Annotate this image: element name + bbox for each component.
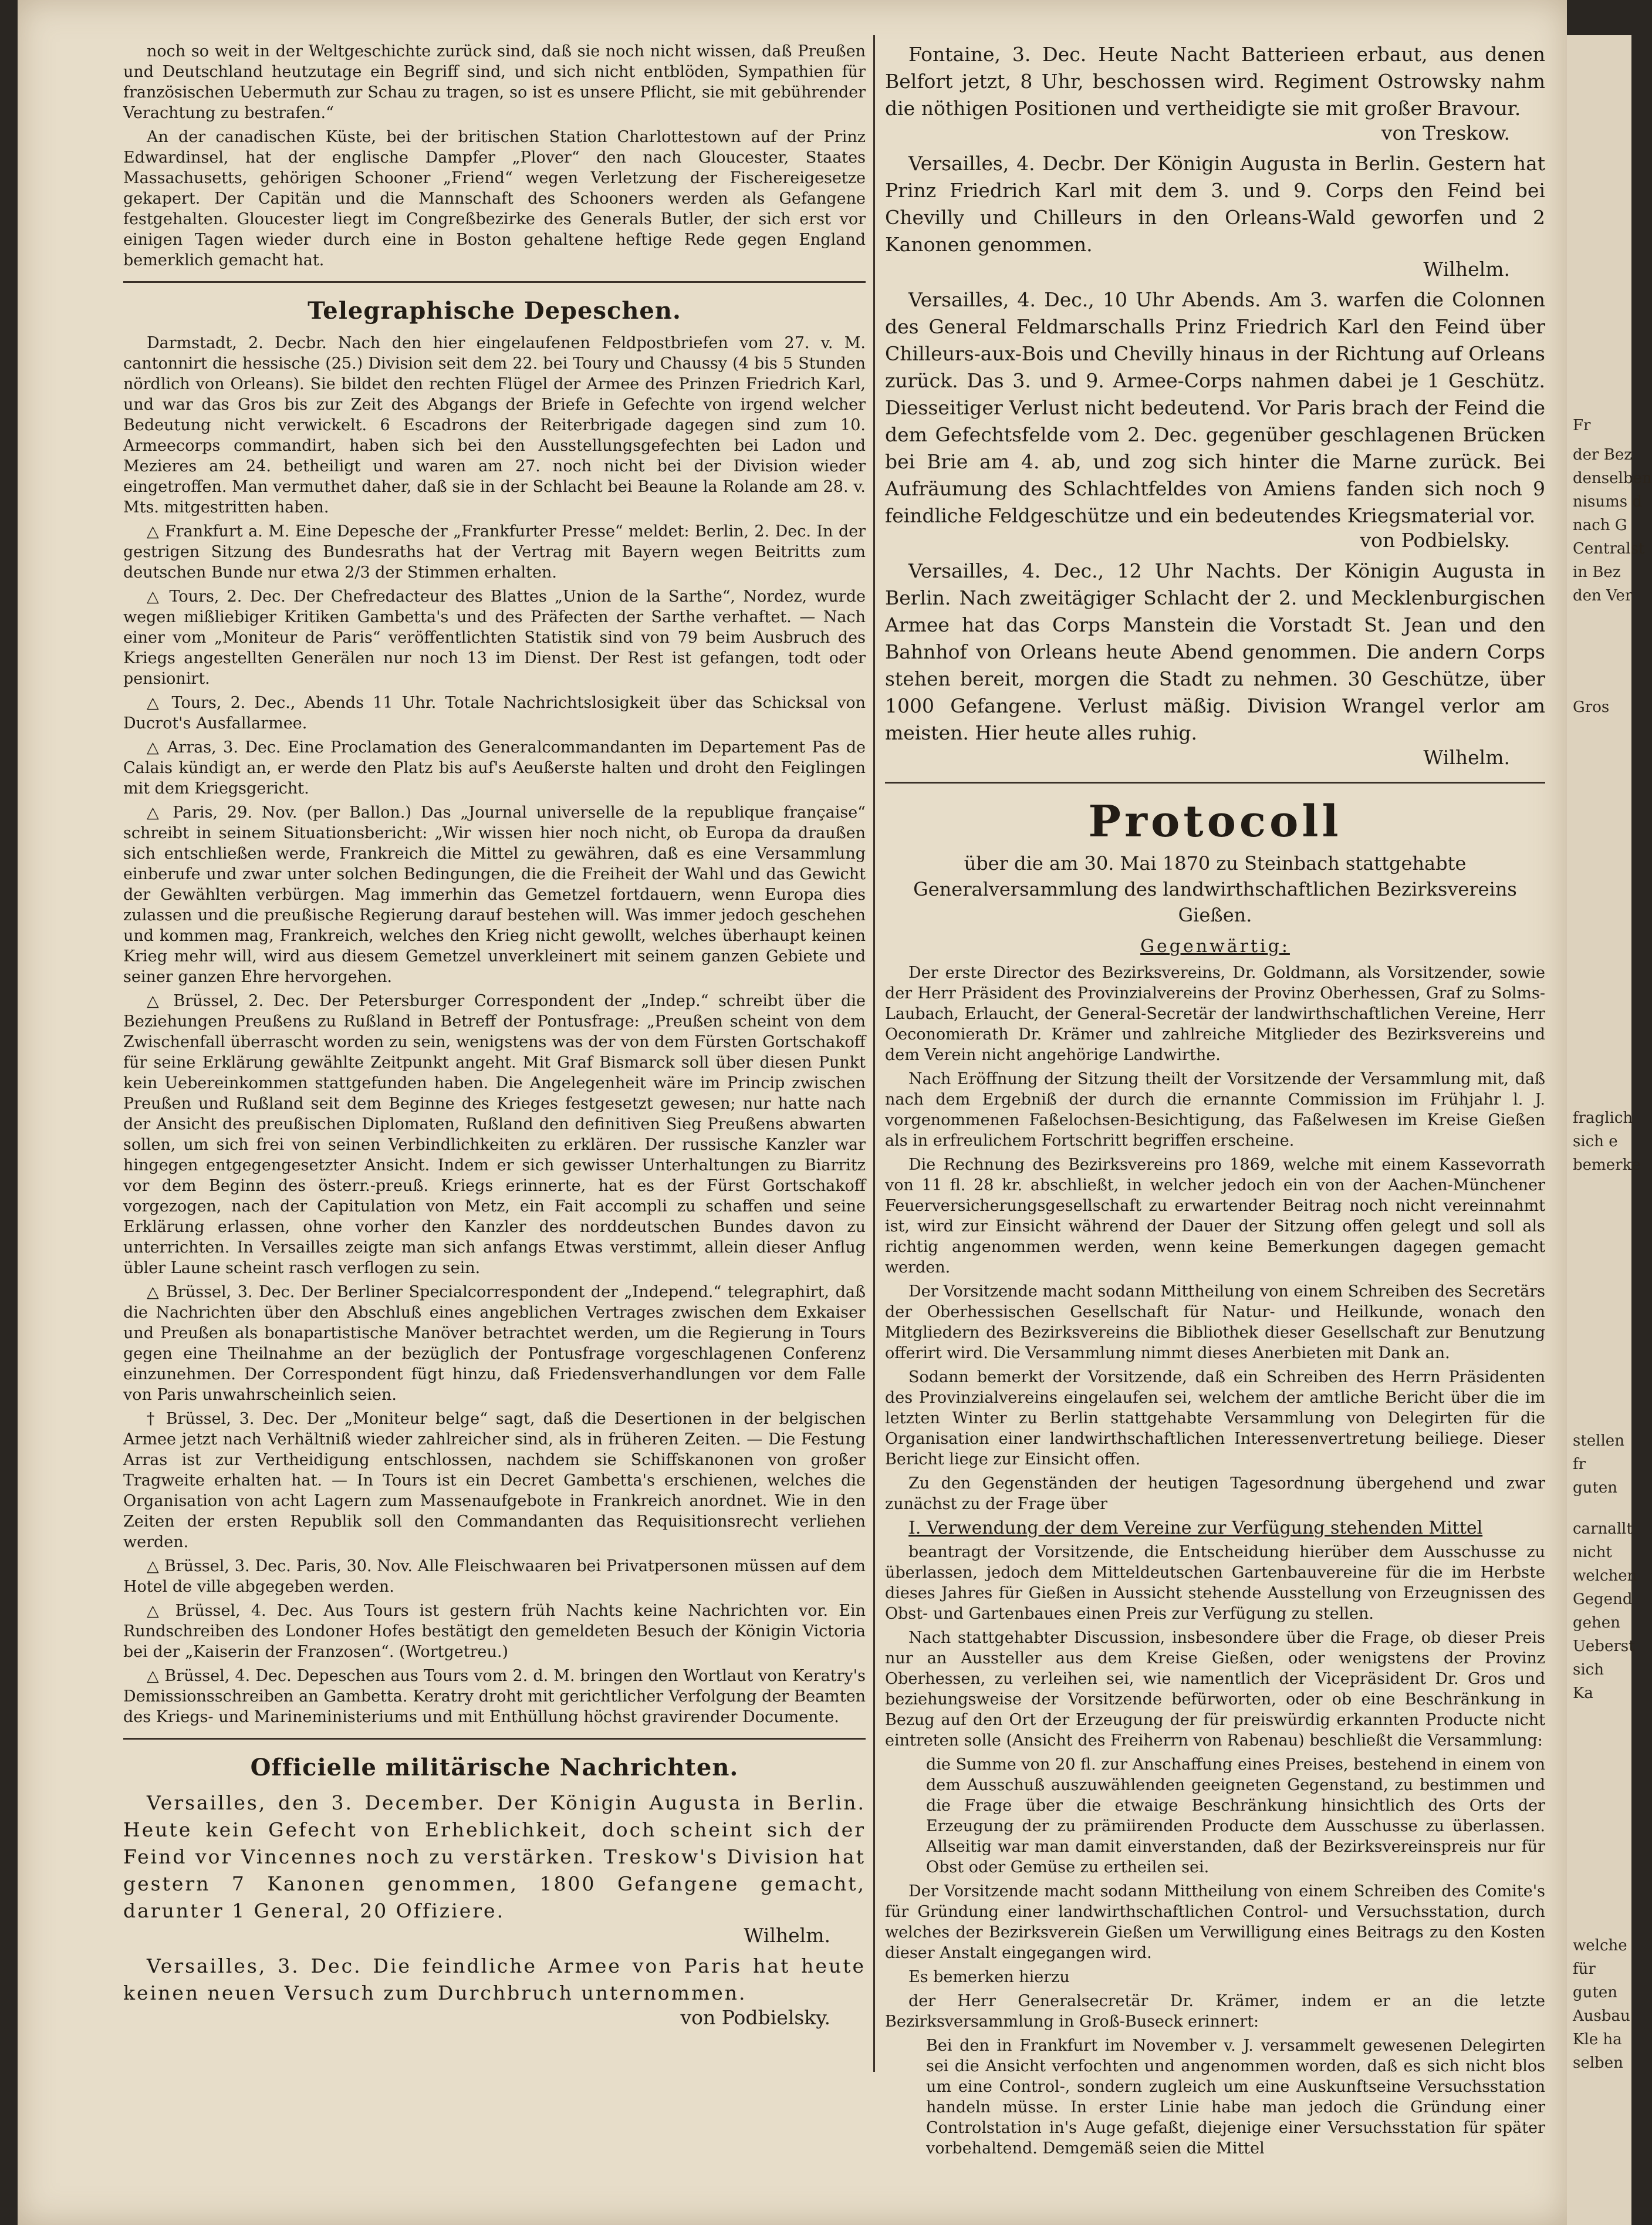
edge-word: gehen <box>1573 1614 1620 1632</box>
edge-word: fr <box>1573 1456 1586 1473</box>
dispatch-signature: Wilhelm. <box>1423 746 1510 769</box>
edge-word: denselben <box>1573 470 1652 487</box>
newspaper-page <box>18 0 1567 2225</box>
telegram-item: △ Frankfurt a. M. Eine Depesche der „Frankfurter Presse“ meldet: Berlin, 2. Dec. In der gestrigen Sitzung des Bundesraths hat der Vertrag mit Bayern wegen Beitritts zum deutschen Bunde nur etwa 2/3 der Stimmen erhalten. <box>123 522 866 582</box>
edge-word: in Bez <box>1573 563 1621 581</box>
military-dispatch: Versailles, 4. Dec., 12 Uhr Nachts. Der Königin Augusta in Berlin. Nach zweitägiger Schlacht der 2. und Mecklenburgischen Armee hat das Corps Manstein die Vorstadt St. Jean und den Bahnhof von Orleans heute Abend genommen. Die andern Corps stehen bereit, morgen die Stadt zu nehmen. 30 Geschütze, über 1000 Gefangene. Verlust mäßig. Division Wrangel verlor am meisten. Hier heute alles ruhig. Wilhelm. <box>885 558 1545 771</box>
military-dispatch: Versailles, 3. Dec. Die feindliche Armee von Paris hat heute keinen neuen Versuch zum Durchbruch unternommen. von Podbielsky. <box>123 1953 866 2031</box>
edge-word: selben <box>1573 2054 1623 2072</box>
edge-word: nicht <box>1573 1544 1612 1561</box>
edge-word: guten <box>1573 1984 1617 2001</box>
telegram-item: Darmstadt, 2. Decbr. Nach den hier eingelaufenen Feldpostbriefen vom 27. v. M. cantonnirt die hessische (25.) Division seit dem 22. bei Toury und Chaussy (4 bis 5 Stunden nördlich von Orleans). Sie bildet den rechten Flügel der Armee des Prinzen Friedrich Karl, und war das Gros bis zur Zeit des Abgangs der Briefe in Gefechte von irgend welcher Bedeutung nicht verwickelt. 6 Escadrons der Reiterbrigade dagegen sind zum 10. Armeecorps commandirt, haben sich bei den Ausstellungsgefechten bei Ladon und Mezieres am 24. betheiligt und waren am 27. noch nicht bei der Division wieder eingetroffen. Man vermuthet daher, daß sie in der Schlacht bei Beaune la Rolande am 28. v. Mts. mitgestritten haben. <box>123 334 866 516</box>
edge-word: Ausbau <box>1573 2007 1630 2025</box>
edge-word: welche <box>1573 1937 1627 1954</box>
column-divider <box>873 35 875 2072</box>
edge-word: sich <box>1573 1661 1604 1679</box>
edge-word: carnallt <box>1573 1520 1633 1538</box>
telegram-item: △ Brüssel, 4. Dec. Depeschen aus Tours vom 2. d. M. bringen den Wortlaut von Keratry's Demissionsschreiben an Gambetta. Keratry droht mit gerichtlicher Verfolgung der Beamten des Kriegs- und Marineministeriums und mit Enthüllung höchst gravirender Documente. <box>123 1667 866 1726</box>
protocol-paragraph: Nach Eröffnung der Sitzung theilt der Vorsitzende der Versammlung mit, daß nach dem Ergebniß der durch die ernannte Commission im Frühjahr l. J. vorgenommenen Faßelochsen-Besichtigung, das Faßelwesen im Kreise Gießen als in erfreulichem Fortschritt begriffen erscheine. <box>885 1070 1545 1150</box>
edge-word: bemerke <box>1573 1156 1641 1174</box>
protocol-paragraph: Der Vorsitzende macht sodann Mittheilung von einem Schreiben des Secretärs der Oberhessischen Gesellschaft für Natur- und Heilkunde, wonach den Mitgliedern des Bezirksvereins die Bibliothek dieser Gesellschaft zur Benutzung offerirt wird. Die Versammlung nimmt dieses Anerbieten mit Dank an. <box>885 1282 1545 1362</box>
intro-paragraph: noch so weit in der Weltgeschichte zurück sind, daß sie noch nicht wissen, daß Preußen und Deutschland heutzutage ein Begriff sind, und sich nicht entblöden, Sympathien für französischen Uebermuth zur Schau zu tragen, so ist es unsere Pflicht, sie mit gebührender Verachtung zu bestrafen.“ <box>123 42 866 122</box>
edge-word: stellen <box>1573 1432 1624 1450</box>
protocol-paragraph: beantragt der Vorsitzende, die Entscheidung hierüber dem Ausschusse zu überlassen, jedoch dem Mitteldeutschen Gartenbauvereine für die im Herbste dieses Jahres für Gießen in Aussicht stehende Ausstellung von Erzeugnissen des Obst- und Gartenbaues einen Preis zur Verfügung zu stellen. <box>885 1543 1545 1623</box>
telegram-item: △ Arras, 3. Dec. Eine Proclamation des Generalcommandanten im Departement Pas de Calais kündigt an, er werde den Platz bis auf's Aeußerste halten und droht den Feiglingen mit dem Kriegsgericht. <box>123 738 866 798</box>
protocol-subtitle: über die am 30. Mai 1870 zu Steinbach stattgehabte Generalversammlung des landwirthschaftlichen Bezirksvereins Gießen. <box>913 852 1517 926</box>
protocol-paragraph: Nach stattgehabter Discussion, insbesondere über die Frage, ob dieser Preis nur an Aussteller aus dem Kreise Gießen, oder wenigstens der Provinz Oberhessen, zu verleihen sei, wie namentlich der Vicepräsident Dr. Gros und beziehungsweise der Vorsitzende befürworten, oder ob eine Beschränkung in Bezug auf den Ort der Erzeugung der für preiswürdig erkannten Producte nicht eintreten solle (Ansicht des Freiherrn von Rabenau) beschließt die Versammlung: <box>885 1629 1545 1750</box>
intro-paragraph: An der canadischen Küste, bei der britischen Station Charlottestown auf der Prinz Edwardinsel, hat der englische Dampfer „Plover“ den nach Gloucester, Staates Massachusetts, gehörigen Schooner „Friend“ wegen Verletzung der Fischereigesetze gekapert. Der Capitän und die Mannschaft des Schooners werden als Gefangene festgehalten. Gloucester liegt im Congreßbezirke des Generals Butler, der sich erst vor einigen Tagen wieder durch eine in Boston gehaltene heftige Rede gegen England bemerklich gemacht hat. <box>123 128 866 269</box>
military-dispatch: Versailles, den 3. December. Der Königin Augusta in Berlin. Heute kein Gefecht von Erheblichkeit, doch scheint sich der Feind vor Vincennes noch zu verstärken. Treskow's Division hat gestern 7 Kanonen genommen, 1800 Gefangene gemacht, darunter 1 General, 20 Offiziere. Wilhelm. <box>123 1790 866 1949</box>
telegram-item: △ Paris, 29. Nov. (per Ballon.) Das „Journal universelle de la republique française“ schreibt in seinem Situationsbericht: „Wir wissen hier noch nicht, ob Europa da draußen sich entschließen werde, Frankreich die Mittel zu gewähren, daß es eine Versammlung einberufe und zwar unter solchen Bedingungen, die die Freiheit der Wahl und das Gewicht der Gewählten verbürgen. Mag immerhin das Gemetzel fortdauern, wenn Europa dies zulassen und die preußische Regierung darauf bestehen will. Was immer jedoch geschehen und kommen mag, Frankreich, welches den Krieg nicht gewollt, welches überhaupt keinen Krieg mehr will, wird aus diesem Gemetzel unverkleinert mit seinem ganzen Gebiete und seiner ganzen Ehre hervorgehen. <box>123 803 866 986</box>
edge-word: Kle ha <box>1573 2031 1622 2048</box>
protocol-paragraph: Die Rechnung des Bezirksvereins pro 1869, welche mit einem Kassevorrath von 11 fl. 28 kr. abschließt, in welcher jedoch ein von der Aachen-Münchener Feuerversicherungsgesellschaft zu erwartender Beitrag noch nicht vereinnahmt ist, wird zur Einsicht während der Dauer der Sitzung offen gelegt und soll als richtig angenommen werden, wenn keine Bemerkungen dagegen gemacht werden. <box>885 1156 1545 1277</box>
edge-word: der Bez <box>1573 446 1632 464</box>
telegram-item: † Brüssel, 3. Dec. Der „Moniteur belge“ sagt, daß die Desertionen in der belgischen Armee jetzt nach Verhältniß wieder zahlreicher sind, als in früheren Zeiten. — Die Festung Arras ist zur Vertheidigung entschlossen, nachdem sie Schiffskanonen von großer Tragweite erhalten hat. — In Tours ist ein Decret Gambetta's erschienen, welches die Organisation von acht Lagern zum Massenaufgebote in Frankreich anordnet. Wie in den Zeiten der ersten Republik soll den Commandanten das Requisitionsrecht verliehen werden. <box>123 1410 866 1551</box>
section-rule <box>885 782 1545 784</box>
adjacent-page-edge <box>1567 35 1652 2225</box>
military-dispatch: Fontaine, 3. Dec. Heute Nacht Batterieen erbaut, aus denen Belfort jetzt, 8 Uhr, beschossen wird. Regiment Ostrowsky nahm die nöthigen Positionen und vertheidigte sie mit großer Bravour. von Treskow. <box>885 41 1545 147</box>
dispatch-signature: von Treskow. <box>1381 121 1510 144</box>
telegrams-heading: Telegraphische Depeschen. <box>308 297 681 325</box>
protocol-paragraph: Es bemerken hierzu <box>908 1968 1070 1986</box>
edge-word: welchen <box>1573 1567 1637 1585</box>
dispatch-signature: Wilhelm. <box>1423 258 1510 281</box>
right-column <box>885 41 1545 2202</box>
edge-word: nach G <box>1573 516 1627 534</box>
quote-text: Bei den in Frankfurt im November v. J. versammelt gewesenen Delegirten sei die Ansicht verfochten und angenommen worden, daß es sich nicht blos um eine Control-, sondern zugleich um eine Auskunftseine Versuchsstation handeln müsse. In erster Linie habe man jedoch die Gründung einer Controlstation in's Auge gefaßt, diejenige einer Versuchsstation für später vorbehaltend. Demgemäß seien die Mittel <box>926 2037 1545 2158</box>
military-dispatch: Versailles, 4. Dec., 10 Uhr Abends. Am 3. warfen die Colonnen des General Feldmarschalls Prinz Friedrich Karl den Feind über Chilleurs-aux-Bois und Chevilly hinaus in der Richtung auf Orleans zurück. Das 3. und 9. Armee-Corps nahmen dabei je 1 Geschütz. Diesseitiger Verlust nicht bedeutend. Vor Paris brach der Feind die dem Gefechtsfelde vom 2. Dec. gegenüber geschlagenen Brücken bei Brie am 4. ab, und zog sich hinter die Marne zurück. Bei Aufräumung des Schlachtfeldes von Amiens fanden sich noch 9 feindliche Feldgeschütze und ein bedeutendes Kriegsmaterial vor. von Podbielsky. <box>885 286 1545 554</box>
telegram-item: △ Tours, 2. Dec., Abends 11 Uhr. Totale Nachrichtslosigkeit über das Schicksal von Ducrot's Ausfallarmee. <box>123 694 866 732</box>
left-column <box>123 41 866 2202</box>
edge-word: den Ver <box>1573 587 1633 605</box>
edge-word: Ka <box>1573 1684 1593 1702</box>
section-rule <box>123 281 866 283</box>
present-label: Gegenwärtig: <box>1140 936 1290 957</box>
edge-word: Gegend <box>1573 1591 1633 1608</box>
telegram-item: △ Brüssel, 3. Dec. Paris, 30. Nov. Alle Fleischwaaren bei Privatpersonen müssen auf dem Hotel de ville abgegeben werden. <box>123 1557 866 1596</box>
protocol-paragraph: der Herr Generalsecretär Dr. Krämer, indem er an die letzte Bezirksversammlung in Groß-Buseck erinnert: <box>885 1992 1545 2031</box>
edge-word: fraglich <box>1573 1109 1633 1127</box>
edge-word: Gros <box>1573 698 1610 716</box>
dispatch-signature: von Podbielsky. <box>680 2006 830 2029</box>
agenda-heading: I. Verwendung der dem Vereine zur Verfügung stehenden Mittel <box>908 1518 1483 1538</box>
protocol-paragraph: Zu den Gegenständen der heutigen Tagesordnung übergehend und zwar zunächst zu der Frage über <box>885 1474 1545 1513</box>
protocol-paragraph: Sodann bemerkt der Vorsitzende, daß ein Schreiben des Herrn Präsidenten des Provinzialvereins eingelaufen sei, welchem der amtliche Bericht über die im letzten Winter zu Berlin stattgehabte Versammlung von Delegirten für die Organisation einer landwirthschaftlichen Interessenvertretung beiliege. Dieser Bericht liege zur Einsicht offen. <box>885 1368 1545 1468</box>
resolution-text: die Summe von 20 fl. zur Anschaffung eines Preises, bestehend in einem von dem Ausschuß auszuwählenden geeigneten Gegenstand, zu bestimmen und die Frage über die etwaige Beschränkung hinsichtlich des Orts der Erzeugung der zu prämiirenden Producte dem Ausschusse zu überlassen. Allseitig war man damit einverstanden, daß der Bezirksvereinspreis nur für Obst oder Gemüse zu ertheilen sei. <box>926 1755 1545 1876</box>
protocol-paragraph: Der Vorsitzende macht sodann Mittheilung von einem Schreiben des Comite's für Gründung einer landwirthschaftlichen Control- und Versuchsstation, durch welches der Bezirksverein Gießen um Verwilligung eines Beitrags zu den Kosten dieser Anstalt eingegangen wird. <box>885 1882 1545 1962</box>
edge-word: für <box>1573 1960 1596 1978</box>
edge-word: Centralst <box>1573 540 1645 558</box>
section-rule <box>123 1738 866 1740</box>
telegram-item: △ Brüssel, 4. Dec. Aus Tours ist gestern früh Nachts keine Nachrichten vor. Ein Rundschreiben des Londoner Hofes bestätigt den gemeldeten Besuch der Königin Victoria bei der „Kaiserin der Franzosen“. (Wortgetreu.) <box>123 1602 866 1661</box>
dispatch-signature: Wilhelm. <box>744 1924 830 1947</box>
dispatch-signature: von Podbielsky. <box>1360 529 1510 552</box>
telegram-item: △ Brüssel, 3. Dec. Der Berliner Specialcorrespondent der „Independ.“ telegraphirt, daß die Nachrichten über den Abschluß eines angeblichen Vertrages zwischen dem Exkaiser und Preußen als bonapartistische Manöver betrachtet werden, um die Regierung in Tours gegen eine Theilnahme an der bezüglich der Pontusfrage vorgeschlagenen Conferenz einzunehmen. Der Correspondent fügt hinzu, daß Friedensverhandlungen vor dem Falle von Paris unwahrscheinlich seien. <box>123 1283 866 1404</box>
protocol-paragraph: Der erste Director des Bezirksvereins, Dr. Goldmann, als Vorsitzender, sowie der Herr Präsident des Provinzialvereins der Provinz Oberhessen, Graf zu Solms-Laubach, Erlaucht, der General-Secretär der landwirthschaftlichen Vereine, Herr Oeconomierath Dr. Krämer und zahlreiche Mitglieder des Bezirksvereins und dem Verein nicht angehörige Landwirthe. <box>885 964 1545 1064</box>
military-dispatch: Versailles, 4. Decbr. Der Königin Augusta in Berlin. Gestern hat Prinz Friedrich Karl mit dem 3. und 9. Corps den Feind bei Chevilly und Chilleurs in den Orleans-Wald geworfen und 2 Kanonen genommen. Wilhelm. <box>885 150 1545 283</box>
military-heading: Officielle militärische Nachrichten. <box>250 1754 739 1781</box>
protocol-title: Protocoll <box>1088 796 1342 847</box>
edge-word: sich e <box>1573 1133 1618 1150</box>
telegram-item: △ Tours, 2. Dec. Der Chefredacteur des Blattes „Union de la Sarthe“, Nordez, wurde wegen mißliebiger Kritiken Gambetta's und des Präfecten der Sarthe verhaftet. — Nach einer vom „Moniteur de Paris“ veröffentlichten Statistik sind von 79 beim Ausbruch des Kriegs angestellten Generälen nur noch 13 im Dienst. Der Rest ist gefangen, todt oder pensionirt. <box>123 588 866 688</box>
edge-word: guten <box>1573 1479 1617 1497</box>
edge-word: Fr <box>1573 417 1591 434</box>
edge-word: Ueberst <box>1573 1637 1635 1655</box>
telegram-item: △ Brüssel, 2. Dec. Der Petersburger Correspondent der „Indep.“ schreibt über die Beziehungen Preußens zu Rußland in Betreff der Pontusfrage: „Preußen scheint von dem Zwischenfall überrascht worden zu sein, wenigstens was der von dem Fürsten Gortschakoff für seine Erklärung gewählte Zeitpunkt angeht. Mit Graf Bismarck soll über diesen Punkt kein Uebereinkommen stattgefunden haben. Die Angelegenheit wäre im Princip zwischen Preußen und Rußland seit dem Beginne des Krieges festgesetzt gewesen; nur hatte nach der Ansicht des preußischen Diplomaten, Rußland den definitiven Sieg Preußens abwarten sollen, um sich frei von seinen Verbindlichkeiten zu erklären. Der russische Kanzler war hingegen entgegengesetzter Ansicht. Indem er sich gewisser Unterhaltungen zu Biarritz vor dem Beginn des österr.-preuß. Kriegs erinnerte, hat es der Fürst Gortschakoff vorgezogen, nach der Capitulation von Metz, ein Fait accompli zu schaffen und seine Erklärung erlassen, ohne vorher den Kanzler des norddeutschen Bundes davon zu unterrichten. In Versailles zeigte man sich anfangs Etwas verstimmt, allein dieser Anflug übler Laune scheint rasch verflogen zu sein. <box>123 992 866 1277</box>
edge-word: nisums d <box>1573 493 1643 511</box>
